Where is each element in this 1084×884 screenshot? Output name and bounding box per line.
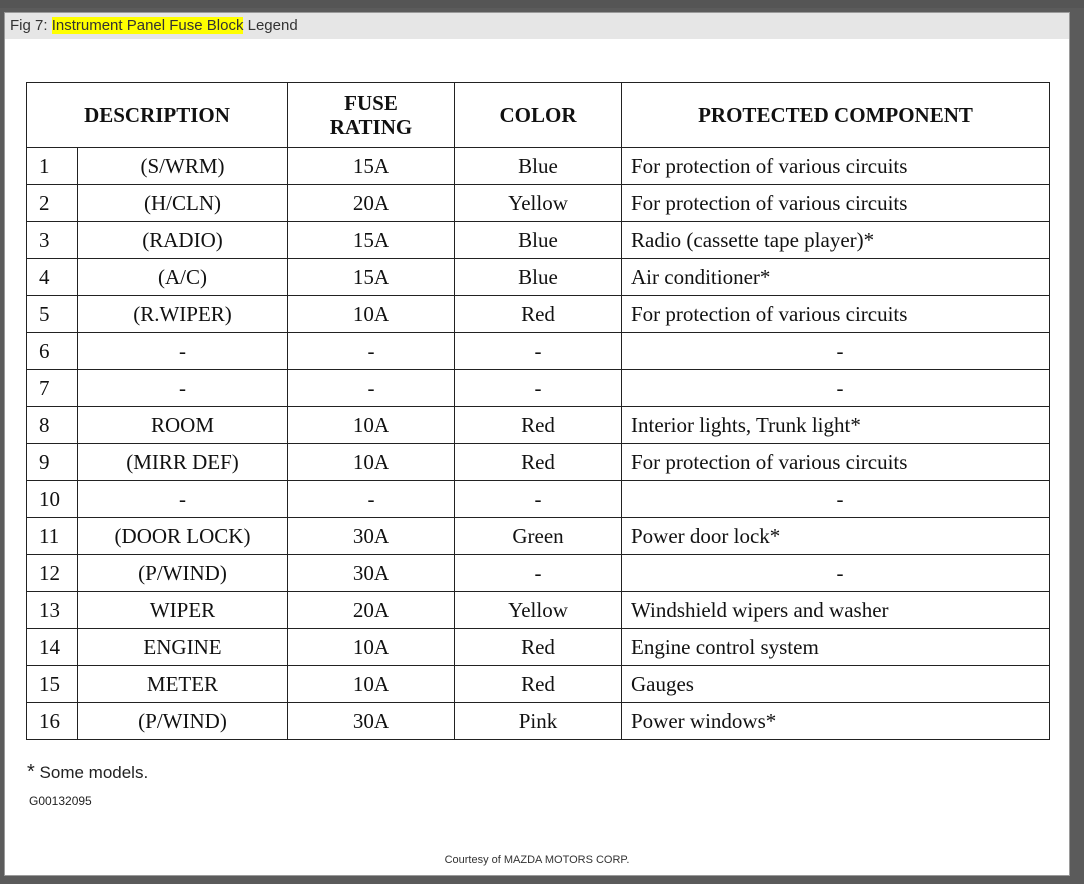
fuse-number-cell: 1 — [27, 148, 78, 185]
description-cell: (RADIO) — [78, 222, 288, 259]
color-cell: Red — [455, 629, 622, 666]
header-fuse-rating-line1: FUSE — [344, 91, 398, 115]
table-row — [27, 185, 1050, 222]
protected-component-cell: Windshield wipers and washer — [622, 592, 1050, 629]
protected-component-cell: Air conditioner* — [622, 259, 1050, 296]
protected-component-cell: Gauges — [622, 666, 1050, 703]
table-row — [27, 333, 1050, 370]
header-color: COLOR — [455, 83, 622, 148]
header-description: DESCRIPTION — [27, 83, 288, 148]
description-cell: (H/CLN) — [78, 185, 288, 222]
header-fuse-rating — [288, 83, 455, 148]
description-cell: - — [78, 481, 288, 518]
description-cell: (P/WIND) — [78, 555, 288, 592]
protected-component-cell: Interior lights, Trunk light* — [622, 407, 1050, 444]
fuse-rating-cell: 20A — [288, 185, 455, 222]
fuse-rating-cell: 20A — [288, 592, 455, 629]
fuse-number-cell: 12 — [27, 555, 78, 592]
description-cell: METER — [78, 666, 288, 703]
table-row — [27, 444, 1050, 481]
table-row — [27, 666, 1050, 703]
protected-component-cell: For protection of various circuits — [622, 296, 1050, 333]
courtesy-line: Courtesy of MAZDA MOTORS CORP. — [444, 854, 630, 866]
protected-component-cell: Engine control system — [622, 629, 1050, 666]
fuse-rating-cell: 15A — [288, 259, 455, 296]
header-fuse-rating-line2: RATING — [329, 115, 413, 139]
table-header-row — [27, 83, 1050, 148]
description-cell: (A/C) — [78, 259, 288, 296]
color-cell: Red — [455, 296, 622, 333]
protected-component-cell: - — [622, 370, 1050, 407]
color-cell: Blue — [455, 148, 622, 185]
color-cell: Red — [455, 444, 622, 481]
table-body — [27, 148, 1050, 740]
fuse-rating-cell: 30A — [288, 555, 455, 592]
protected-component-cell: Radio (cassette tape player)* — [622, 222, 1050, 259]
protected-component-cell: - — [622, 333, 1050, 370]
description-cell: (R.WIPER) — [78, 296, 288, 333]
description-cell: (DOOR LOCK) — [78, 518, 288, 555]
color-cell: Blue — [455, 222, 622, 259]
fuse-rating-cell: 30A — [288, 518, 455, 555]
fuse-number-cell: 9 — [27, 444, 78, 481]
color-cell: - — [455, 481, 622, 518]
fuse-number-cell: 7 — [27, 370, 78, 407]
color-cell: Blue — [455, 259, 622, 296]
fuse-rating-cell: - — [288, 481, 455, 518]
fuse-rating-cell: 10A — [288, 629, 455, 666]
fuse-rating-cell: 10A — [288, 407, 455, 444]
description-cell: ENGINE — [78, 629, 288, 666]
footnote-text: Some models. — [34, 763, 149, 782]
color-cell: Pink — [455, 703, 622, 740]
table-row — [27, 407, 1050, 444]
fuse-rating-cell: - — [288, 370, 455, 407]
protected-component-cell: Power door lock* — [622, 518, 1050, 555]
fuse-number-cell: 5 — [27, 296, 78, 333]
fuse-rating-cell: 10A — [288, 666, 455, 703]
fuse-number-cell: 14 — [27, 629, 78, 666]
protected-component-cell: For protection of various circuits — [622, 148, 1050, 185]
fuse-number-cell: 16 — [27, 703, 78, 740]
fuse-number-cell: 13 — [27, 592, 78, 629]
table-row — [27, 703, 1050, 740]
description-cell: - — [78, 333, 288, 370]
fuse-number-cell: 15 — [27, 666, 78, 703]
fuse-rating-cell: 15A — [288, 148, 455, 185]
caption-prefix: Fig 7: — [10, 17, 52, 34]
color-cell: Yellow — [455, 185, 622, 222]
fuse-number-cell: 3 — [27, 222, 78, 259]
fuse-number-cell: 8 — [27, 407, 78, 444]
fuse-rating-cell: 15A — [288, 222, 455, 259]
footnote-star: * — [27, 761, 35, 783]
top-bar — [0, 0, 1084, 8]
fuse-rating-cell: 30A — [288, 703, 455, 740]
header-protected-component: PROTECTED COMPONENT — [622, 83, 1050, 148]
table-row — [27, 555, 1050, 592]
color-cell: Green — [455, 518, 622, 555]
color-cell: Red — [455, 666, 622, 703]
protected-component-cell: For protection of various circuits — [622, 444, 1050, 481]
protected-component-cell: - — [622, 555, 1050, 592]
table-row — [27, 259, 1050, 296]
description-cell: WIPER — [78, 592, 288, 629]
figure-frame — [4, 12, 1070, 876]
table-row — [27, 592, 1050, 629]
protected-component-cell: For protection of various circuits — [622, 185, 1050, 222]
table-row — [27, 518, 1050, 555]
fuse-rating-cell: 10A — [288, 444, 455, 481]
fuse-number-cell: 11 — [27, 518, 78, 555]
table-row — [27, 148, 1050, 185]
fuse-legend-table — [26, 82, 1050, 740]
fuse-number-cell: 2 — [27, 185, 78, 222]
protected-component-cell: Power windows* — [622, 703, 1050, 740]
fuse-rating-cell: - — [288, 333, 455, 370]
color-cell: - — [455, 333, 622, 370]
figure-caption — [5, 13, 1069, 39]
description-cell: (S/WRM) — [78, 148, 288, 185]
table-row — [27, 481, 1050, 518]
caption-suffix: Legend — [243, 17, 298, 34]
fuse-number-cell: 6 — [27, 333, 78, 370]
table-row — [27, 629, 1050, 666]
table-row — [27, 370, 1050, 407]
description-cell: - — [78, 370, 288, 407]
description-cell: (P/WIND) — [78, 703, 288, 740]
color-cell: - — [455, 555, 622, 592]
fuse-rating-cell: 10A — [288, 296, 455, 333]
table-row — [27, 222, 1050, 259]
color-cell: Red — [455, 407, 622, 444]
description-cell: (MIRR DEF) — [78, 444, 288, 481]
table-row — [27, 296, 1050, 333]
fuse-number-cell: 4 — [27, 259, 78, 296]
figure-code: G00132095 — [29, 794, 92, 808]
color-cell: Yellow — [455, 592, 622, 629]
caption-highlight: Instrument Panel Fuse Block — [51, 17, 244, 34]
footnote — [27, 761, 148, 784]
color-cell: - — [455, 370, 622, 407]
fuse-number-cell: 10 — [27, 481, 78, 518]
protected-component-cell: - — [622, 481, 1050, 518]
description-cell: ROOM — [78, 407, 288, 444]
